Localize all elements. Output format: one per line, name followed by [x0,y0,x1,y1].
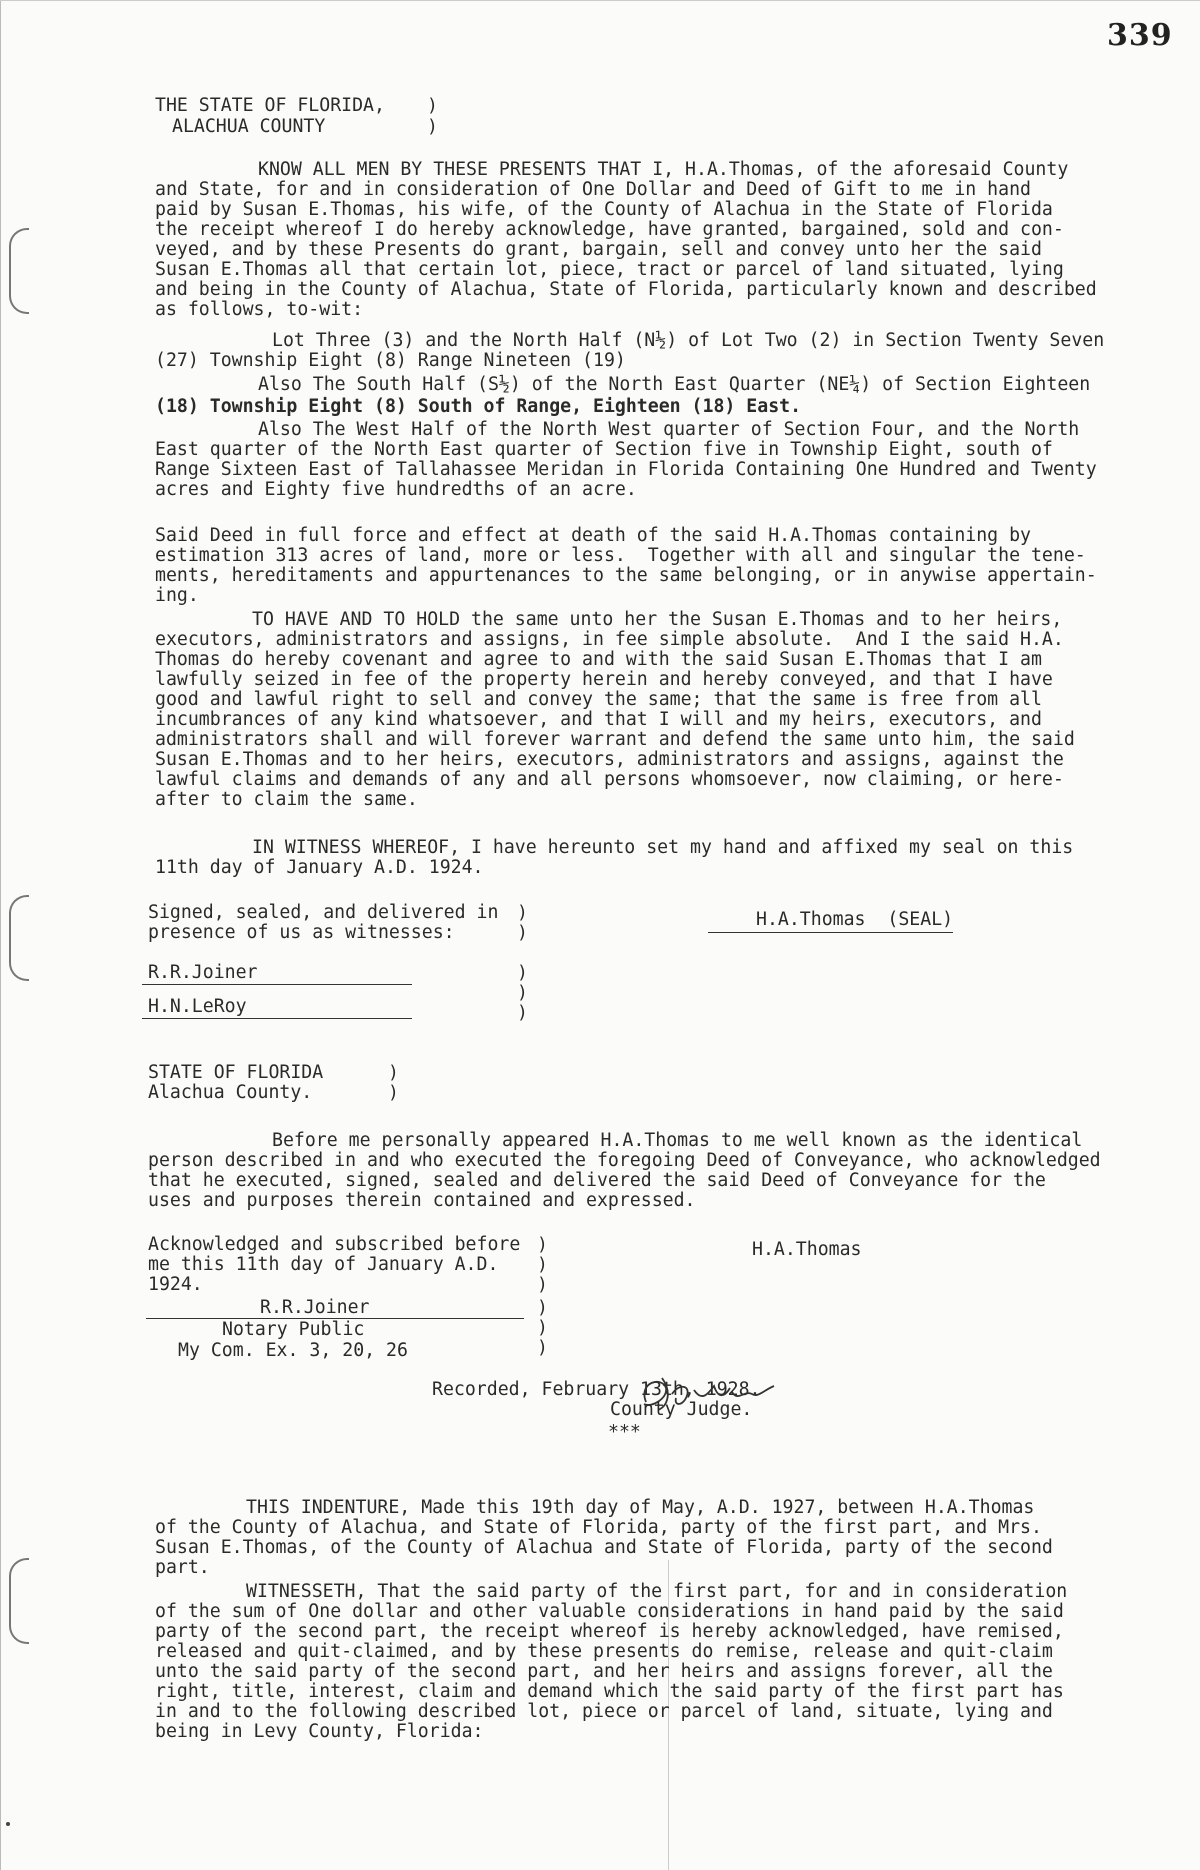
deed1-line: (18) Township Eight (8) South of Range, Eighteen (18) East. [155,396,802,417]
page-edge [0,0,1,1870]
deed1-line: veyed, and by these Presents do grant, bargain, sell and convey unto her the said [155,239,1042,260]
deed1-line: lawful claims and demands of any and all persons whomsoever, now claiming, or here- [155,769,1064,790]
bracket: ) [537,1297,548,1318]
bracket: ) [537,1254,548,1275]
bracket: ) [427,95,438,116]
deed2-line: Susan E.Thomas, of the County of Alachua and State of Florida, party of the second [155,1537,1053,1558]
deed1-line: the receipt whereof I do hereby acknowledge, have granted, bargained, sold and con- [155,219,1064,240]
deed2-line: in and to the following described lot, piece or parcel of land, situate, lying and [155,1701,1053,1722]
section-separator: *** [608,1422,641,1443]
county-judge-title: County Judge. [610,1399,753,1420]
bracket: ) [537,1317,548,1338]
deed2-line: party of the second part, the receipt whereof is hereby acknowledged, have remised, [155,1621,1064,1642]
deed2-line: unto the said party of the second part, and her heirs and assigns forever, all the [155,1661,1053,1682]
deed2-line: WITNESSETH, That the said party of the first part, for and in consideration [246,1581,1068,1602]
deed1-line: Lot Three (3) and the North Half (N½) of Lot Two (2) in Section Twenty Seven [272,330,1105,351]
ack-subscribed: me this 11th day of January A.D. [148,1254,499,1275]
deed2-line: right, title, interest, claim and demand which the said party of the first part has [155,1681,1064,1702]
deed2-line: being in Levy County, Florida: [155,1721,484,1742]
notary-title: Notary Public [222,1319,365,1340]
page-number: 339 [1107,18,1173,53]
deed1-line: East quarter of the North East quarter of Section five in Township Eight, south of [155,439,1053,460]
witness-signature-line [142,1018,412,1019]
witness-signature-line [142,984,412,985]
signing-text: Signed, sealed, and delivered in [148,902,499,923]
bracket: ) [537,1337,548,1358]
deed1-line: acres and Eighty five hundredths of an acre. [155,479,637,500]
ack-subscribed: 1924. [148,1274,203,1295]
deed1-line: and being in the County of Alachua, State of Florida, particularly known and described [155,279,1097,300]
deed1-line: ing. [155,585,199,606]
deed1-line: Susan E.Thomas and to her heirs, executors, administrators and assigns, against the [155,749,1064,770]
deed1-line: Also The West Half of the North West quarter of Section Four, and the North [258,419,1080,440]
deed1-line: TO HAVE AND TO HOLD the same unto her the Susan E.Thomas and to her heirs, [252,609,1063,630]
ack-signer: H.A.Thomas [752,1239,862,1260]
deed1-line: KNOW ALL MEN BY THESE PRESENTS THAT I, H.A.Thomas, of the aforesaid County [258,159,1069,180]
deed1-line: ments, hereditaments and appurtenances to the same belonging, or in anywise appertain- [155,565,1097,586]
ack-line: person described in and who executed the foregoing Deed of Conveyance, who acknowledged [148,1150,1101,1171]
ack-state: STATE OF FLORIDA [148,1062,324,1083]
deed1-line: estimation 313 acres of land, more or less. Together with all and singular the tene- [155,545,1086,566]
deed1-line: IN WITNESS WHEREOF, I have hereunto set my hand and affixed my seal on this [252,837,1074,858]
notary-commission: My Com. Ex. 3, 20, 26 [178,1340,408,1361]
bracket: ) [517,982,528,1003]
deed1-line: lawfully seized in fee of the property herein and hereby conveyed, and that I have [155,669,1053,690]
ack-county: Alachua County. [148,1082,313,1103]
witness-name: R.R.Joiner [148,962,258,983]
witness-name: H.N.LeRoy [148,996,247,1017]
deed1-line: Range Sixteen East of Tallahassee Meridan in Florida Containing One Hundred and Twenty [155,459,1097,480]
signing-text: presence of us as witnesses: [148,922,455,943]
bracket: ) [537,1274,548,1295]
deed1-line: Thomas do hereby covenant and agree to and with the said Susan E.Thomas that I am [155,649,1042,670]
deed1-line: 11th day of January A.D. 1924. [155,857,484,878]
deed1-line: as follows, to-wit: [155,299,364,320]
bracket: ) [517,922,528,943]
deed2-line: released and quit-claimed, and by these presents do remise, release and quit-claim [155,1641,1053,1662]
recorded-date: Recorded, February 13th, 1928. [432,1379,761,1400]
ack-line: that he executed, signed, sealed and delivered the said Deed of Conveyance for the [148,1170,1046,1191]
deed1-line: Susan E.Thomas all that certain lot, piece, tract or parcel of land situated, lying [155,259,1064,280]
bracket: ) [517,1002,528,1023]
punch-hole-mark [9,895,29,981]
punch-hole-mark [9,228,29,314]
deed1-line: after to claim the same. [155,789,418,810]
bracket: ) [517,902,528,923]
deed1-line: paid by Susan E.Thomas, his wife, of the County of Alachua in the State of Florida [155,199,1053,220]
deed1-line: good and lawful right to sell and convey the same; that the same is free from all [155,689,1042,710]
ack-line: Before me personally appeared H.A.Thomas to me well known as the identical [272,1130,1083,1151]
ack-line: uses and purposes therein contained and expressed. [148,1190,696,1211]
deed2-line: of the sum of One dollar and other valuable considerations in hand paid by the said [155,1601,1064,1622]
punch-hole-mark [9,1558,29,1644]
deed2-line: part. [155,1557,210,1578]
scan-dot [6,1822,10,1826]
deed1-line: administrators shall and will forever warrant and defend the same unto him, the said [155,729,1075,750]
caption-county: ALACHUA COUNTY [172,116,326,137]
page-edge-top [0,0,1200,1]
bracket: ) [388,1062,399,1083]
bracket: ) [388,1082,399,1103]
deed1-line: and State, for and in consideration of One Dollar and Deed of Gift to me in hand [155,179,1031,200]
ack-subscribed: Acknowledged and subscribed before [148,1234,521,1255]
bracket: ) [517,962,528,983]
deed1-line: incumbrances of any kind whatsoever, and that I will and my heirs, executors, and [155,709,1042,730]
deed2-line: THIS INDENTURE, Made this 19th day of May, A.D. 1927, between H.A.Thomas [246,1497,1035,1518]
caption-state: THE STATE OF FLORIDA, [155,95,385,116]
deed1-line: Also The South Half (S½) of the North East Quarter (NE¼) of Section Eighteen [258,374,1091,395]
deed1-line: (27) Township Eight (8) Range Nineteen (19) [155,350,626,371]
grantor-signature: H.A.Thomas (SEAL) [756,909,954,930]
grantor-signature-line [708,932,953,933]
bracket: ) [427,116,438,137]
deed1-line: executors, administrators and assigns, in fee simple absolute. And I the said H.A. [155,629,1064,650]
notary-name: R.R.Joiner [260,1297,370,1318]
deed2-line: of the County of Alachua, and State of Florida, party of the first part, and Mrs. [155,1517,1042,1538]
deed1-line: Said Deed in full force and effect at death of the said H.A.Thomas containing by [155,525,1031,546]
bracket: ) [537,1234,548,1255]
